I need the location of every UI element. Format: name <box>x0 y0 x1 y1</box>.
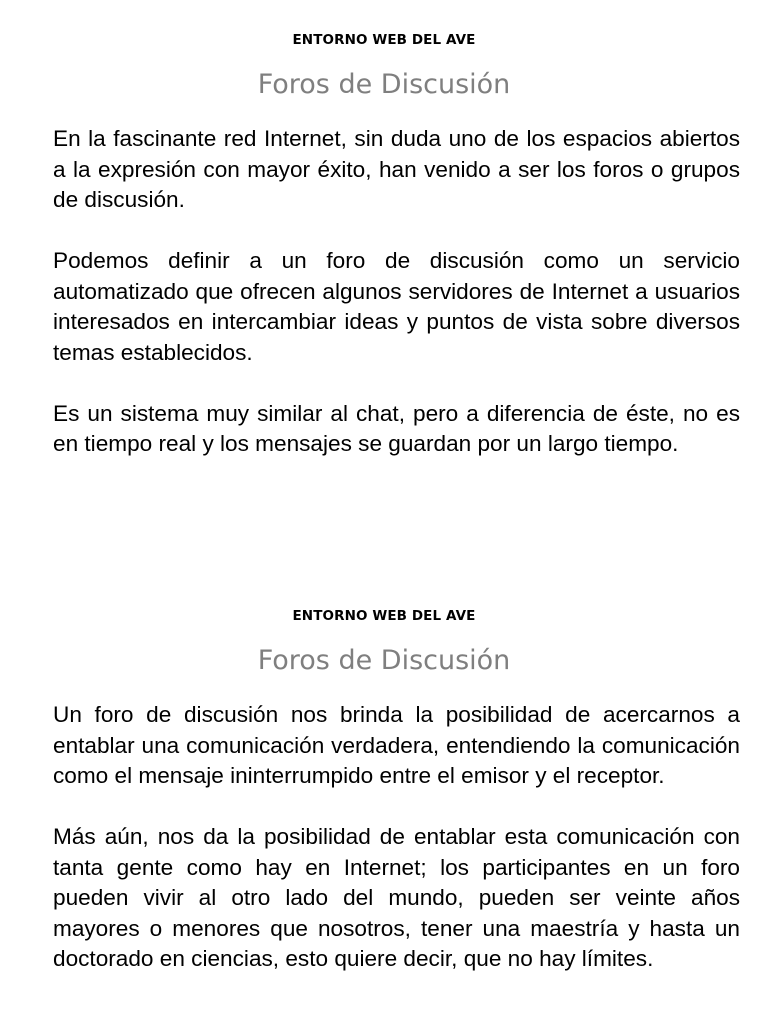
slide-body <box>53 124 740 490</box>
paragraph: En la fascinante red Internet, sin duda uno de los espacios abiertos a la expresión con mayor éxito, han venido a ser los foros o grupos de discusión. <box>53 126 740 212</box>
paragraph: Un foro de discusión nos brinda la posibilidad de acercarnos a entablar una comunicación verdadera, entendiendo la comunicación como el mensaje ininterrumpido entre el emisor y el receptor. <box>53 702 740 788</box>
slide-body <box>53 700 740 1005</box>
slide-header: ENTORNO WEB DEL AVE <box>292 32 476 48</box>
slide-title: Foros de Discusión <box>257 645 511 676</box>
slide-2 <box>0 576 768 1024</box>
paragraph: Es un sistema muy similar al chat, pero a diferencia de éste, no es en tiempo real y los mensajes se guardan por un largo tiempo. <box>53 400 740 456</box>
paragraph: Más aún, nos da la posibilidad de entablar esta comunicación con tanta gente como hay en Internet; los participantes en un foro pueden vivir al otro lado del mundo, pueden ser veinte años mayores o menores que nosotros, tener una maestría y hasta un doctorado en ciencias, esto quiere decir, que no hay límites. <box>53 824 740 971</box>
paragraph: Podemos definir a un foro de discusión como un servicio automatizado que ofrecen algunos servidores de Internet a usuarios interesados en intercambiar ideas y puntos de vista sobre diversos temas establecidos. <box>53 248 740 365</box>
slide-header: ENTORNO WEB DEL AVE <box>292 608 476 624</box>
slide-title: Foros de Discusión <box>257 69 511 100</box>
